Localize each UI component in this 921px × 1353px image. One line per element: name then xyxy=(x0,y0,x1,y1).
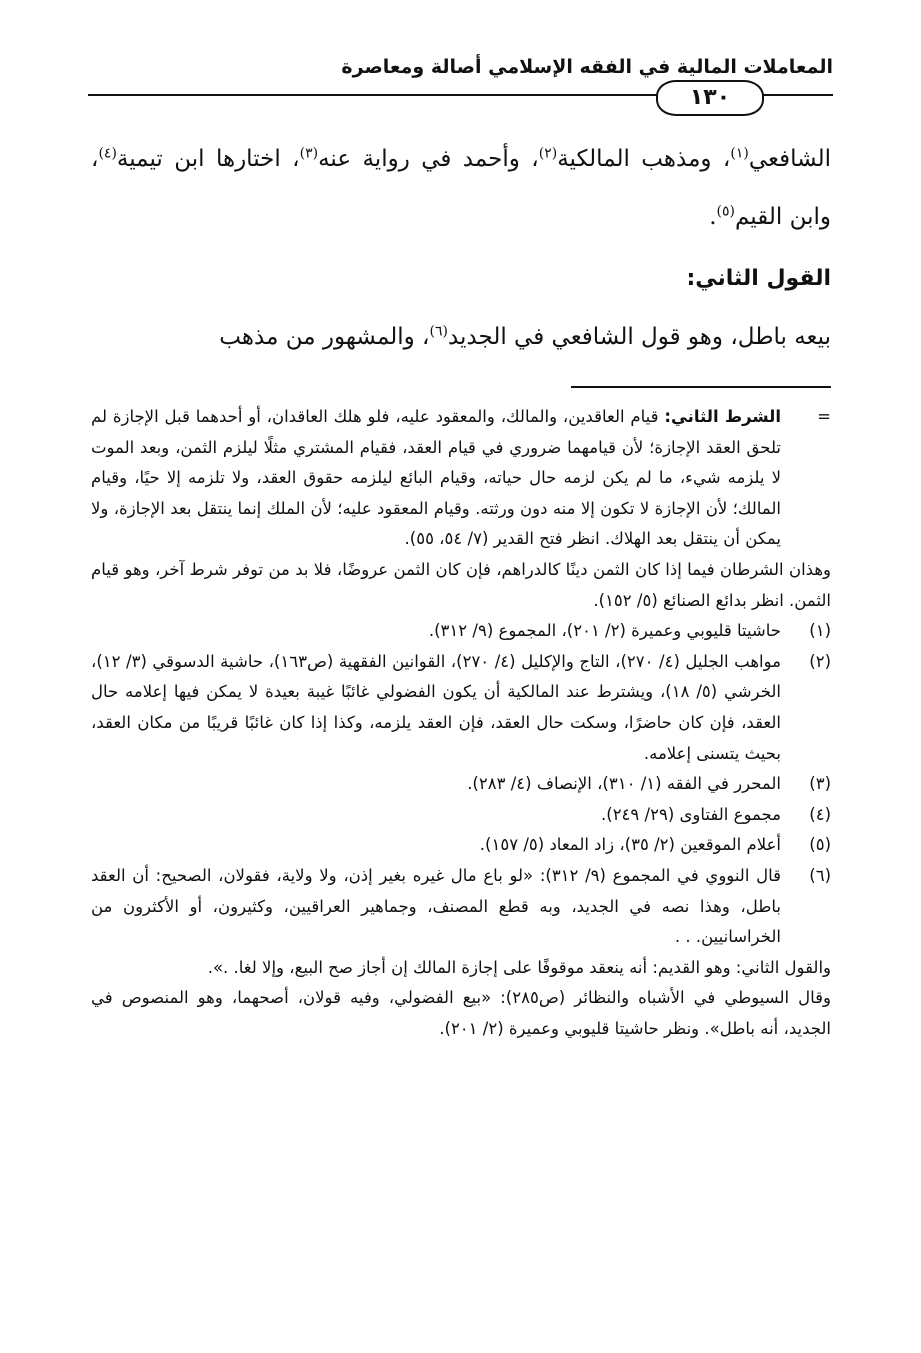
footnote-marker: (٢) xyxy=(809,651,831,671)
main-paragraph-2 xyxy=(91,308,831,366)
footnote-paragraph: والقول الثاني: وهو القديم: أنه ينعقد موقوفًا على إجازة المالك إن أجاز صح البيع، وإلا لغا. .». xyxy=(207,957,831,977)
text-run: ، ومذهب المالكية xyxy=(557,146,731,172)
footnote-text: أعلام الموقعين (٢/ ٣٥)، زاد المعاد (٥/ ١٥٧). xyxy=(479,835,781,855)
footnote-paragraph: وهذان الشرطان فيما إذا كان الثمن دينًا كالدراهم، فإن كان الثمن عروضًا، فلا بد من توفر شرط آخر، وهو قيام الثمن. انظر بدائع الصنائع (٥/ ١٥٢). xyxy=(91,559,831,610)
footnote-ref-2: (٢) xyxy=(538,145,558,162)
footnote-paragraph: وقال السيوطي في الأشباه والنظائر (ص٢٨٥): «بيع الفضولي، وفيه قولان، أصحهما، وهو المنصوص في الجديد، أنه باطل». ونظر حاشيتا قليوبي وعميرة (٢/ ٢٠١). xyxy=(91,988,831,1038)
condition-label: الشرط الثاني: xyxy=(664,407,781,426)
footnote-ref-6: (٦) xyxy=(429,323,448,340)
text-run: الشافعي xyxy=(748,146,832,172)
footnote-marker: (٦) xyxy=(809,865,831,885)
footnote-body xyxy=(91,402,781,555)
footnote-2 xyxy=(91,647,831,769)
footnote-text: قال النووي في المجموع (٩/ ٣١٢): «لو باع مال غيره بغير إذن، ولا ولاية، فقولان، الصحيح: أن العقد باطل، وهذا نصه في الجديد، وبه قطع المصنف، وجماهير العراقيين، وكثيرون، أو الأكثرون من الخراسانيين. . . xyxy=(91,865,782,947)
footnote-text: حاشيتا قليوبي وعميرة (٢/ ٢٠١)، المجموع (٩/ ٣١٢). xyxy=(428,621,781,641)
footnote-marker: (٥) xyxy=(809,835,831,855)
condition-text: قيام العاقدين، والمالك، والمعقود عليه، فلو هلك العاقدان، أو أحدهما قبل الإجازة لم تلحق العقد الإجازة؛ لأن قيامهما ضروري في قيام العقد، فقيام المشتري مثلًا ليلزم الثمن، وبعد الموت لا يلزمه شيء، ما لم يكن لزمه حال حياته، وقيام البائع ليلزمه حقوق العقد، ولا تلزمه إلا حيًا، وقيام المالك؛ لأن الإجازة لا تكون إلا منه دون ورثته. وقيام المعقود عليه؛ لأن الملك إنما ينتقل بعد الإجازة، ولا يمكن أن ينتقل بعد الهلاك. انظر فتح القدير (٧/ ٥٤، ٥٥). xyxy=(91,407,781,549)
footnote-marker: (٣) xyxy=(809,774,831,794)
footnote-text: مجموع الفتاوى (٢٩/ ٢٤٩). xyxy=(601,804,781,824)
footnote-3 xyxy=(91,769,831,800)
main-paragraph-1 xyxy=(91,130,831,246)
page-number: ١٣٠ xyxy=(656,80,764,116)
text-run: ، اختارها ابن تيمية xyxy=(116,146,300,172)
main-text xyxy=(91,130,831,366)
footnote-marker: (٤) xyxy=(809,804,831,824)
text-run: ، والمشهور من مذهب xyxy=(219,324,430,350)
text-run: . xyxy=(709,204,717,230)
footnote-ref-1: (١) xyxy=(730,145,749,162)
footnote-separator xyxy=(571,386,831,388)
footnote-ref-5: (٥) xyxy=(716,203,735,220)
text-run: ، وابن القيم xyxy=(91,146,831,230)
footnote-text: مواهب الجليل (٤/ ٢٧٠)، التاج والإكليل (٤/ ٢٧٠)، القوانين الفقهية (ص١٦٣)، حاشية الدسوقي (٣/ ١٢)، الخرشي (٥/ ١٨)، ويشترط عند المالكية أن يكون الفضولي غائبًا غيبة بعيدة لا يمكن فيها إعلامه حال العقد، فإن كان حاضرًا، وسكت حال العقد، فإن العقد يلزمه، وكذا إذا كان غائبًا قريبًا من مكان العقد، بحيث يتسنى إعلامه. xyxy=(91,651,781,763)
continuation-mark: = xyxy=(817,407,831,426)
footnotes xyxy=(91,402,831,1044)
footnote-6 xyxy=(91,861,831,953)
footnote-ref-4: (٤) xyxy=(98,145,117,162)
footnote-continuation xyxy=(91,402,831,555)
text-run: ، وأحمد في رواية عنه xyxy=(318,146,539,172)
footnote-marker: (١) xyxy=(809,621,831,641)
footnote-text: المحرر في الفقه (١/ ٣١٠)، الإنصاف (٤/ ٢٨٣). xyxy=(467,774,781,794)
text-run: بيعه باطل، وهو قول الشافعي في الجديد xyxy=(447,324,831,350)
footnote-ref-3: (٣) xyxy=(299,145,319,162)
footnote-1 xyxy=(91,616,831,647)
section-heading: القول الثاني: xyxy=(686,266,831,291)
footnote-5 xyxy=(91,830,831,861)
footnote-4 xyxy=(91,800,831,831)
running-title: المعاملات المالية في الفقه الإسلامي أصالة ومعاصرة xyxy=(341,56,833,78)
